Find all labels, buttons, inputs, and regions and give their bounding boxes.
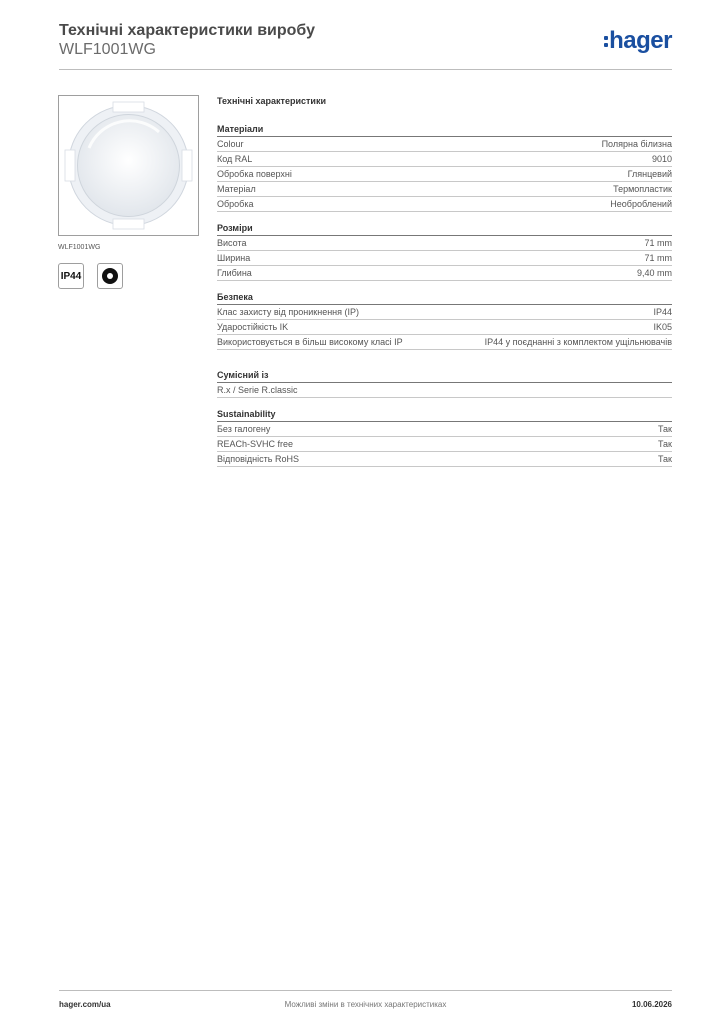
page-header: [59, 22, 672, 70]
spec-row: [217, 437, 672, 452]
spec-value: 9,40 mm: [636, 268, 672, 278]
page-title: Технічні характеристики виробу: [59, 22, 315, 39]
spec-value: IP44: [653, 307, 672, 317]
spec-value: IK05: [653, 322, 672, 332]
specifications-panel: [217, 95, 672, 467]
spec-section-heading: Sustainability: [217, 407, 672, 422]
spec-row: [217, 266, 672, 281]
spec-label: Ударостійкість IK: [217, 322, 289, 332]
spec-label: Код RAL: [217, 154, 253, 164]
spec-row: [217, 197, 672, 212]
spec-label: Обробка: [217, 199, 254, 209]
spec-section: [217, 221, 672, 281]
spec-label: Без галогену: [217, 424, 271, 434]
spec-row: [217, 182, 672, 197]
spec-label: Глибина: [217, 268, 252, 278]
logo-colon-icon: [604, 36, 608, 47]
spec-section-heading: Сумісний із: [217, 368, 672, 383]
spec-value: Термопластик: [613, 184, 672, 194]
spec-value: Так: [657, 439, 672, 449]
spec-label: Обробка поверхні: [217, 169, 292, 179]
page-footer: [59, 990, 672, 1011]
spec-value: IP44 у поєднанні з комплектом ущільнювачів: [484, 337, 672, 347]
spec-value: 9010: [651, 154, 672, 164]
spec-value: Глянцевий: [627, 169, 672, 179]
product-image: [58, 95, 199, 236]
spec-label: REACh-SVHC free: [217, 439, 294, 449]
spec-row: [217, 251, 672, 266]
ring-symbol-icon: [101, 267, 119, 285]
spec-row: [217, 167, 672, 182]
spec-section: [217, 290, 672, 350]
footer-website: hager.com/ua: [59, 1000, 111, 1009]
spec-section: [217, 122, 672, 212]
spec-row: [217, 236, 672, 251]
spec-row: [217, 305, 672, 320]
ip-rating-badge: IP44: [58, 263, 84, 289]
specifications-title: Технічні характеристики: [217, 96, 326, 106]
product-image-caption: WLF1001WG: [58, 244, 101, 251]
spec-section-heading: Матеріали: [217, 122, 672, 137]
spec-row: [217, 152, 672, 167]
spec-label: R.x / Serie R.classic: [217, 385, 298, 395]
spec-label: Використовується в більш високому класі IP: [217, 337, 403, 347]
spec-label: Ширина: [217, 253, 251, 263]
spec-label: Висота: [217, 238, 247, 248]
spec-label: Клас захисту від проникнення (IP): [217, 307, 360, 317]
spec-label: Colour: [217, 139, 244, 149]
spec-section-heading: Безпека: [217, 290, 672, 305]
logo-text: hager: [609, 27, 672, 54]
spec-value: Необроблений: [610, 199, 672, 209]
footer-notice: Можливі зміни в технічних характеристиках: [284, 1000, 447, 1009]
spec-row: [217, 137, 672, 152]
spec-section: [217, 407, 672, 467]
spec-row: [217, 422, 672, 437]
spec-section: [217, 368, 672, 398]
spec-row: [217, 320, 672, 335]
spec-value: 71 mm: [644, 253, 672, 263]
round-flap-cover-image: [59, 96, 198, 235]
product-code: WLF1001WG: [59, 41, 156, 58]
spec-row: [217, 383, 672, 398]
spec-value: Так: [657, 424, 672, 434]
spec-label: Відповідність RoHS: [217, 454, 299, 464]
spec-section-heading: Розміри: [217, 221, 672, 236]
ring-symbol-badge: [97, 263, 123, 289]
spec-row: [217, 335, 672, 350]
spec-row: [217, 452, 672, 467]
spec-label: Матеріал: [217, 184, 256, 194]
specifications-sections: [217, 122, 672, 467]
spec-value: 71 mm: [644, 238, 672, 248]
spec-value: Полярна білизна: [601, 139, 672, 149]
footer-date: 10.06.2026: [631, 1000, 672, 1009]
hager-logo: [604, 28, 672, 54]
spec-value: Так: [657, 454, 672, 464]
